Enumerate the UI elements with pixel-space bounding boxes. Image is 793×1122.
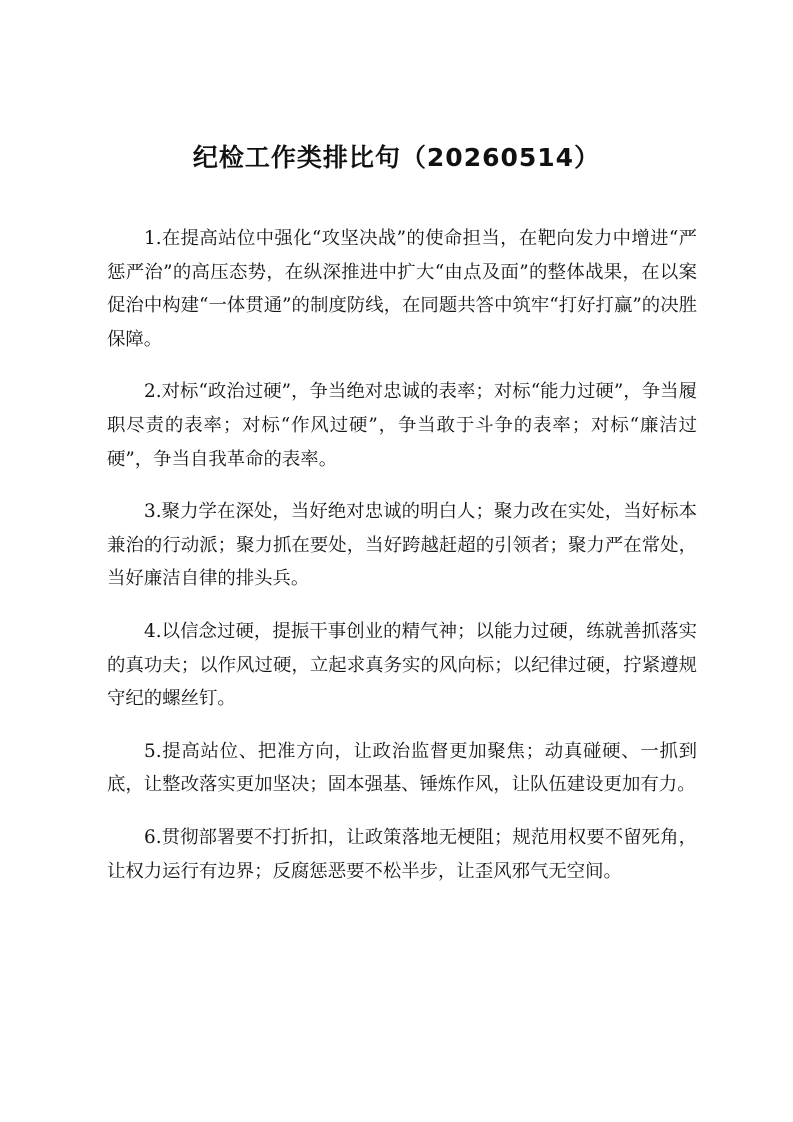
document-body (107, 222, 697, 907)
paragraph-2: 2.对标“政治过硬”，争当绝对忠诚的表率；对标“能力过硬”，争当履职尽责的表率；对标“作风过硬”，争当敢于斗争的表率；对标“廉洁过硬”，争当自我革命的表率。 (107, 381, 697, 470)
paragraph-4: 4.以信念过硬，提振干事创业的精气神；以能力过硬，练就善抓落实的真功夫；以作风过硬，立起求真务实的风向标；以纪律过硬，拧紧遵规守纪的螺丝钉。 (107, 620, 697, 710)
paragraph-3: 3.聚力学在深处，当好绝对忠诚的明白人；聚力改在实处，当好标本兼治的行动派；聚力抓在要处，当好跨越赶超的引领者；聚力严在常处，当好廉洁自律的排头兵。 (107, 501, 697, 590)
paragraph-6: 6.贯彻部署要不打折扣，让政策落地无梗阻；规范用权要不留死角，让权力运行有边界；反腐惩恶要不松半步，让歪风邪气无空间。 (107, 826, 697, 882)
paragraph-5: 5.提高站位、把准方向，让政治监督更加聚焦；动真碰硬、一抓到底，让整改落实更加坚决；固本强基、锤炼作风，让队伍建设更加有力。 (107, 740, 697, 796)
paragraph-1: 1.在提高站位中强化“攻坚决战”的使命担当，在靶向发力中增进“严惩严治”的高压态势，在纵深推进中扩大“由点及面”的整体战果，在以案促治中构建“一体贯通”的制度防线，在同题共答中筑牢“打好打赢”的决胜保障。 (107, 228, 697, 350)
document-title: 纪检工作类排比句（20260514） (192, 143, 601, 172)
